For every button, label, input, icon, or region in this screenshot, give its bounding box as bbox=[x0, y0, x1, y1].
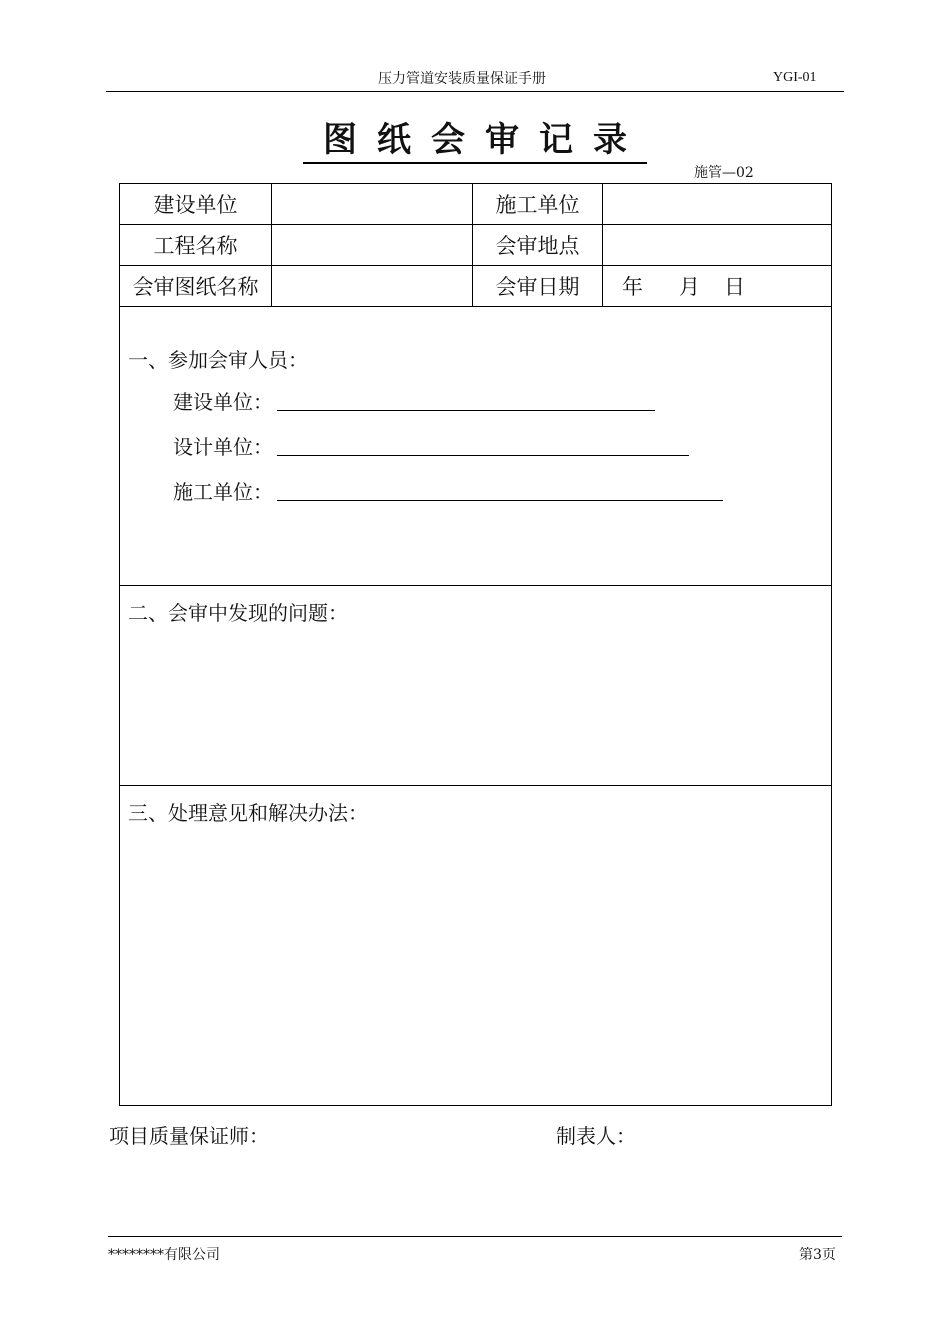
section-resolution-heading: 三、处理意见和解决办法： bbox=[128, 801, 368, 825]
section-attendees bbox=[120, 307, 831, 586]
date-day-label: 日 bbox=[724, 275, 745, 299]
date-month-label: 月 bbox=[679, 275, 700, 299]
info-row-3 bbox=[120, 266, 831, 307]
attendee-contractor-input[interactable] bbox=[277, 500, 723, 501]
contractor-unit-field[interactable] bbox=[603, 184, 831, 224]
date-year-label: 年 bbox=[622, 275, 643, 299]
form-code: 施管—02 bbox=[694, 165, 754, 181]
review-location-field[interactable] bbox=[603, 225, 831, 265]
attendee-construction-input[interactable] bbox=[277, 410, 655, 411]
document-code: YGI-01 bbox=[773, 70, 817, 85]
section-issues-heading: 二、会审中发现的问题： bbox=[128, 601, 348, 625]
attendee-design-input[interactable] bbox=[277, 455, 689, 456]
attendee-contractor-label: 施工单位： bbox=[173, 480, 273, 504]
review-form bbox=[119, 183, 832, 1106]
label-review-location: 会审地点 bbox=[495, 234, 580, 258]
label-review-date: 会审日期 bbox=[495, 275, 580, 299]
info-row-1 bbox=[120, 184, 831, 225]
attendee-design-line bbox=[173, 431, 689, 460]
page-title-wrapper bbox=[0, 112, 950, 161]
label-contractor-unit: 施工单位 bbox=[495, 193, 580, 217]
review-date-field[interactable] bbox=[603, 266, 831, 306]
construction-unit-field[interactable] bbox=[272, 184, 472, 224]
info-row-2 bbox=[120, 225, 831, 266]
section-issues[interactable] bbox=[120, 586, 831, 786]
page-number: 第3页 bbox=[799, 1247, 836, 1263]
manual-title: 压力管道安装质量保证手册 bbox=[378, 71, 546, 87]
preparer-signature-label: 制表人： bbox=[556, 1124, 636, 1148]
label-construction-unit: 建设单位 bbox=[153, 193, 238, 217]
label-drawing-name: 会审图纸名称 bbox=[132, 275, 259, 299]
page-title: 图纸会审记录 bbox=[303, 120, 647, 164]
footer-divider bbox=[108, 1236, 842, 1237]
qa-engineer-signature-label: 项目质量保证师： bbox=[109, 1124, 269, 1148]
project-name-field[interactable] bbox=[272, 225, 472, 265]
attendee-construction-label: 建设单位： bbox=[173, 390, 273, 414]
attendee-design-label: 设计单位： bbox=[173, 435, 273, 459]
section-attendees-heading: 一、参加会审人员： bbox=[128, 348, 308, 372]
attendee-contractor-line bbox=[173, 476, 723, 505]
section-resolution[interactable] bbox=[120, 786, 831, 1105]
label-project-name: 工程名称 bbox=[153, 234, 238, 258]
header-divider bbox=[106, 91, 844, 92]
company-name: ********有限公司 bbox=[108, 1247, 220, 1263]
attendee-construction-line bbox=[173, 386, 655, 415]
drawing-name-field[interactable] bbox=[272, 266, 472, 306]
